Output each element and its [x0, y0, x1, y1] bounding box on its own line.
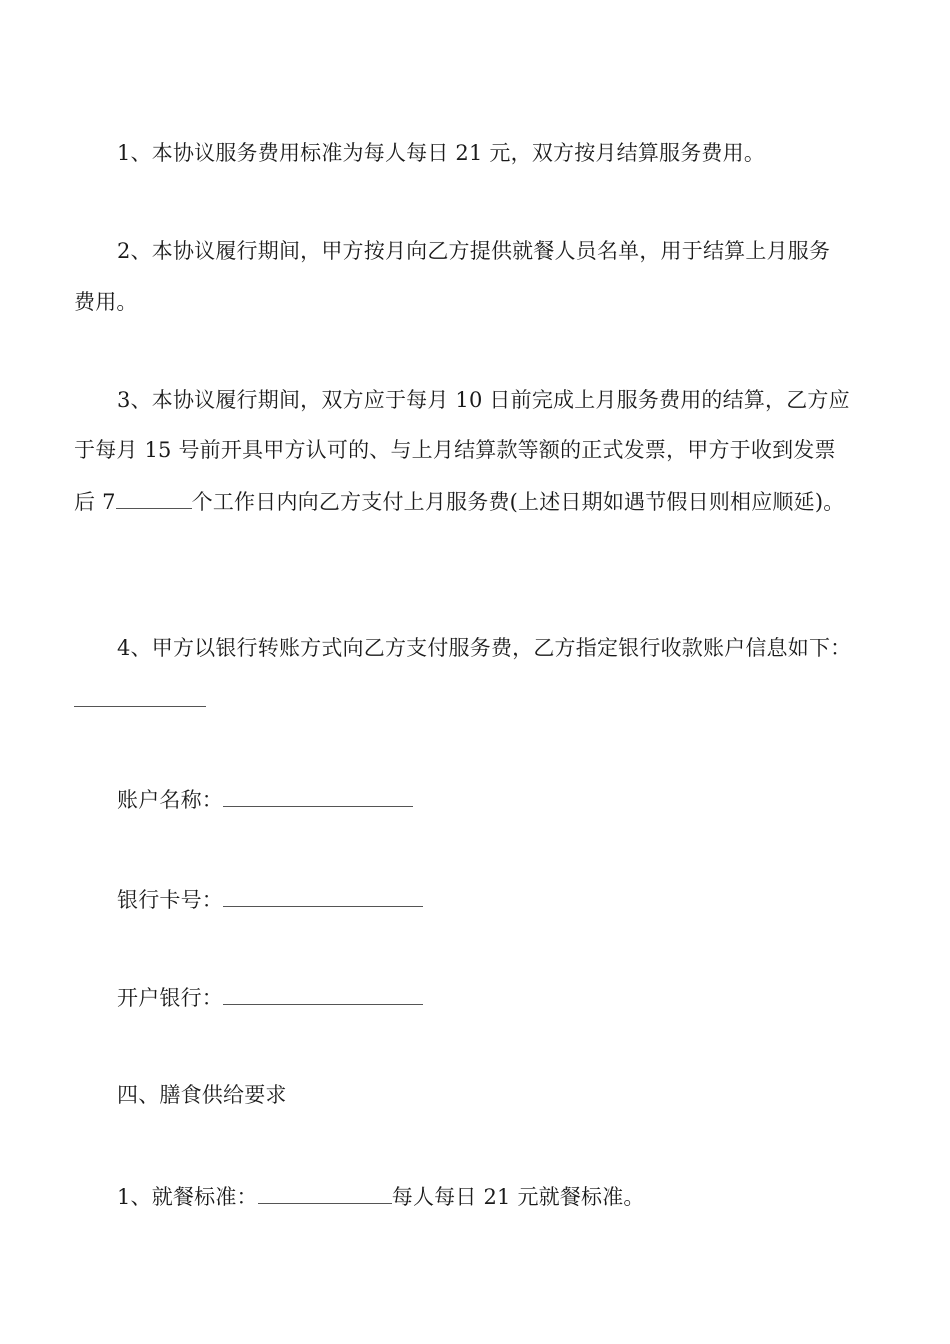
- clause-2-line-2: 费用。: [74, 290, 138, 314]
- clause-4-line-1: 4、甲方以银行转账方式向乙方支付服务费，乙方指定银行收款账户信息如下：: [117, 636, 852, 660]
- meal-standard-row: [117, 1185, 645, 1208]
- account-name-label: 账户名称：: [117, 788, 223, 812]
- workdays-blank: [116, 490, 192, 509]
- clause-3-line-3-suffix: 个工作日内向乙方支付上月服务费(上述日期如遇节假日则相应顺延)。: [191, 490, 845, 514]
- clause-3-line-1: 3、本协议履行期间，双方应于每月 10 日前完成上月服务费用的结算，乙方应: [117, 388, 850, 412]
- card-number-label: 银行卡号：: [117, 888, 223, 912]
- meal-standard-blank: [258, 1185, 392, 1204]
- card-number-row: [117, 888, 423, 911]
- card-number-blank: [223, 888, 423, 907]
- clause-1: 1、本协议服务费用标准为每人每日 21 元，双方按月结算服务费用。: [117, 141, 766, 165]
- clause-3-line-3: [74, 490, 844, 513]
- clause-2-line-1: 2、本协议履行期间，甲方按月向乙方提供就餐人员名单，用于结算上月服务: [117, 239, 831, 263]
- clause-3-line-2: 于每月 15 号前开具甲方认可的、与上月结算款等额的正式发票，甲方于收到发票: [74, 438, 836, 462]
- meal-standard-text: 每人每日 21 元就餐标准。: [391, 1185, 645, 1209]
- meal-standard-label: 1、就餐标准：: [117, 1185, 258, 1209]
- account-name-row: [117, 788, 413, 811]
- section-4-heading: 四、膳食供给要求: [117, 1083, 287, 1107]
- account-info-blank: [74, 706, 206, 707]
- clause-3-line-3-prefix: 后 7: [74, 490, 116, 514]
- bank-name-blank: [223, 986, 423, 1005]
- account-name-blank: [223, 788, 413, 807]
- bank-name-label: 开户银行：: [117, 986, 223, 1010]
- bank-name-row: [117, 986, 423, 1009]
